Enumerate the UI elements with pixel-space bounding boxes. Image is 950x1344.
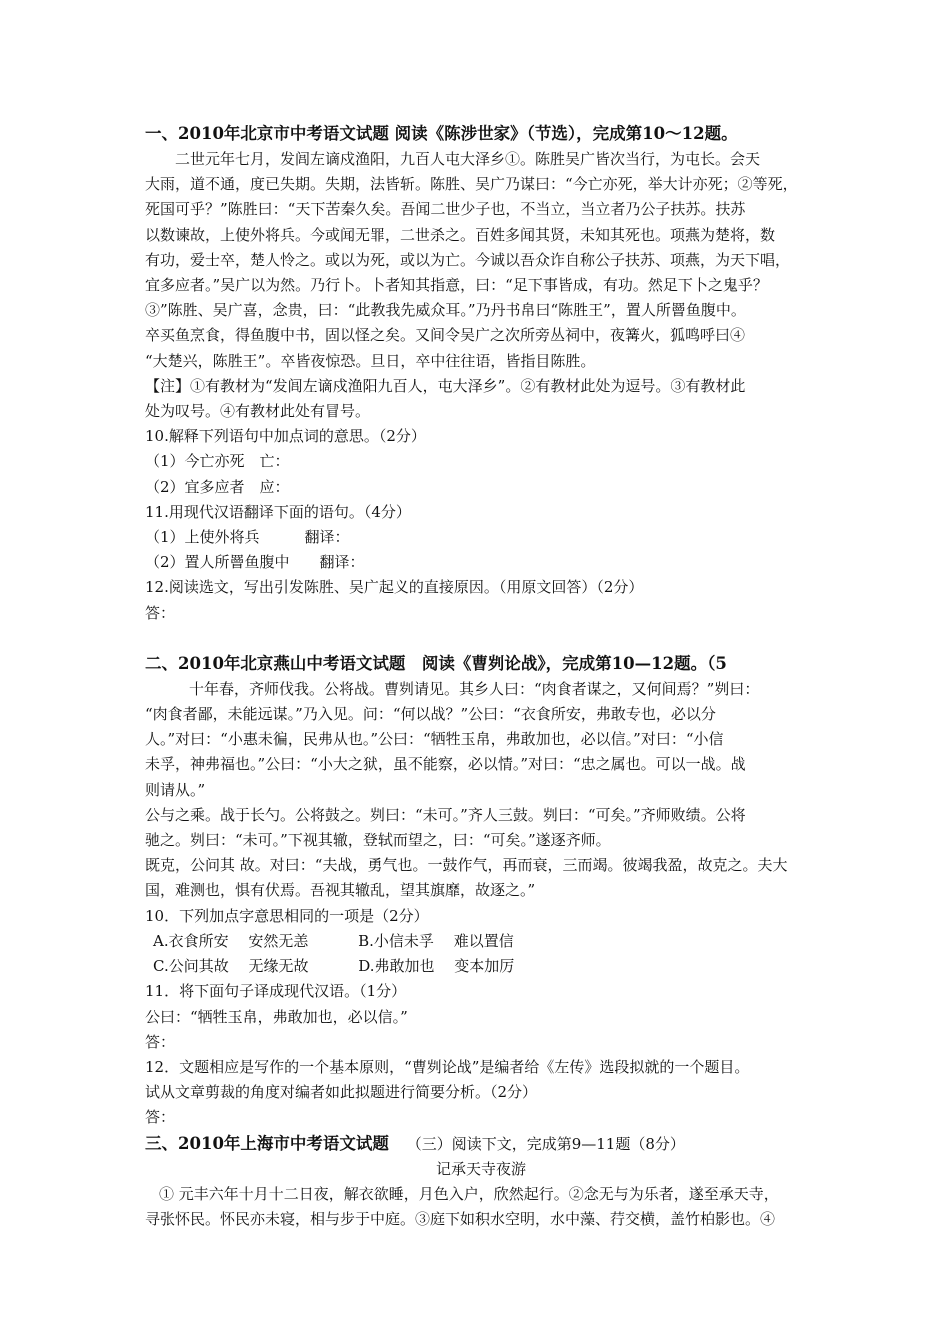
passage-line: 有功，爱士卒，楚人怜之。或以为死，或以为亡。今诚以吾众诈自称公子扶苏、项燕，为天下唱，	[145, 250, 791, 269]
passage-line: 驰之。刿曰：“未可。”下视其辙，登轼而望之，曰：“可矣。”遂逐齐师。	[145, 831, 611, 850]
passage-line: 死国可乎？”陈胜曰：“天下苦秦久矣。吾闻二世少子也，不当立，当立者乃公子扶苏。扶苏	[145, 200, 746, 219]
passage-line: 人。”对曰：“小惠未徧，民弗从也。”公曰：“牺牲玉帛，弗敢加也，必以信。”对曰：“小信	[145, 730, 724, 749]
question-line: 11.用现代汉语翻译下面的语句。（4分）	[145, 502, 411, 521]
question-line: 10．下列加点字意思相同的一项是（2分）	[145, 906, 429, 925]
passage-line: 则请从。”	[145, 780, 206, 799]
question-line: （1）上使外将兵 翻译：	[145, 528, 350, 547]
passage-title: 记承天寺夜游	[435, 1159, 526, 1178]
question-line: 12．文题相应是写作的一个基本原则，“曹刿论战”是编者给《左传》选段拟就的一个题目。	[145, 1057, 750, 1076]
section-gap	[145, 626, 817, 651]
passage-line: 大雨，道不通，度已失期。失期，法皆斩。陈胜、吴广乃谋曰：“今亡亦死，举大计亦死；②等死，	[145, 175, 798, 194]
passage-line: 十年春，齐师伐我。公将战。曹刿请见。其乡人曰：“肉食者谋之，又何间焉？”刿曰：	[189, 679, 760, 698]
passage-line: ③”陈胜、吴广喜，念贵，曰：“此教我先威众耳。”乃丹书帛曰“陈胜王”，置人所罾鱼腹中。	[145, 301, 746, 320]
passage-line: 以数谏故，上使外将兵。今或闻无罪，二世杀之。百姓多闻其贤，未知其死也。项燕为楚将，数	[145, 225, 776, 244]
section-3-heading	[145, 1131, 817, 1157]
question-line: （2）置人所罾鱼腹中 翻译：	[145, 553, 365, 572]
passage-line: 公与之乘。战于长勺。公将鼓之。刿曰：“未可。”齐人三鼓。刿曰：“可矣。”齐师败绩。公将	[145, 805, 746, 824]
section-2-passage	[145, 677, 817, 904]
section-1-heading: 一、2010年北京市中考语文试题 阅读《陈涉世家》（节选），完成第10～12题。	[145, 124, 738, 143]
question-line: 11．将下面句子译成现代汉语。（1分）	[145, 982, 407, 1001]
section-1-note	[145, 374, 817, 424]
question-line: 10.解释下列语句中加点词的意思。（2分）	[145, 427, 426, 446]
document-page	[145, 121, 817, 1232]
note-line: 处为叹号。④有教材此处有冒号。	[145, 402, 371, 421]
passage-line: 未孚，神弗福也。”公曰：“小大之狱，虽不能察，必以情。”对曰：“忠之属也。可以一战。战	[145, 755, 746, 774]
question-line: （1）今亡亦死 亡：	[145, 452, 290, 471]
question-line: 公曰：“牺牲玉帛，弗敢加也，必以信。”	[145, 1007, 408, 1026]
question-line: 12.阅读选文，写出引发陈胜、吴广起义的直接原因。（用原文回答）（2分）	[145, 578, 644, 597]
section-1-questions	[145, 424, 817, 626]
passage-line: ① 元丰六年十月十二日夜，解衣欲睡，月色入户，欣然起行。②念无与为乐者，遂至承天寺，	[159, 1184, 779, 1203]
note-line: 【注】①有教材为“发闾左谪戍渔阳九百人，屯大泽乡”。②有教材此处为逗号。③有教材此	[145, 376, 746, 395]
passage-line: 二世元年七月，发闾左谪戍渔阳，九百人屯大泽乡①。陈胜吴广皆次当行，为屯长。会天	[175, 150, 761, 168]
section-3-heading-title: 三、2010年上海市中考语文试题	[145, 1133, 389, 1153]
passage-line: 既克，公问其 故。对曰：“夫战，勇气也。一鼓作气，再而衰，三而竭。彼竭我盈，故克之。夫大	[145, 856, 788, 875]
question-line: （2）宜多应者 应：	[145, 477, 290, 496]
answer-line: 答：	[145, 603, 176, 622]
passage-line: 国，难测也，惧有伏焉。吾视其辙乱，望其旗靡，故逐之。”	[145, 881, 536, 900]
question-line: 试从文章剪裁的角度对编者如此拟题进行简要分析。（2分）	[145, 1083, 538, 1102]
option-line: C.公问其故 无缘无故 D.弗敢加也 变本加厉	[153, 957, 515, 976]
passage-line: “大楚兴，陈胜王”。卒皆夜惊恐。旦日，卒中往往语，皆指目陈胜。	[145, 351, 596, 370]
passage-line: “肉食者鄙，未能远谋。”乃入见。问：“何以战？”公曰：“衣食所安，弗敢专也，必以分	[145, 705, 716, 724]
passage-line: 寻张怀民。怀民亦未寝，相与步于中庭。③庭下如积水空明，水中藻、荇交横，盖竹柏影也。④	[145, 1209, 776, 1228]
answer-line: 答：	[145, 1108, 176, 1127]
section-1-passage	[145, 147, 817, 374]
passage-line: 卒买鱼烹食，得鱼腹中书，固以怪之矣。又间令吴广之次所旁丛祠中，夜篝火，狐鸣呼曰④	[145, 326, 746, 345]
passage-line: 宜多应者。”吴广以为然。乃行卜。卜者知其指意，曰：“足下事皆成，有功。然足下卜之鬼乎？	[145, 276, 768, 295]
answer-line: 答：	[145, 1032, 176, 1051]
section-3-passage	[145, 1182, 817, 1232]
option-line: A.衣食所安 安然无恙 B.小信未孚 难以置信	[153, 931, 514, 950]
section-2-heading: 二、2010年北京燕山中考语文试题 阅读《曹刿论战》，完成第10—12题。（5	[145, 653, 727, 673]
section-3-heading-instructions: （三）阅读下文，完成第9—11题（8分）	[406, 1134, 685, 1153]
section-2-questions	[145, 904, 817, 1131]
